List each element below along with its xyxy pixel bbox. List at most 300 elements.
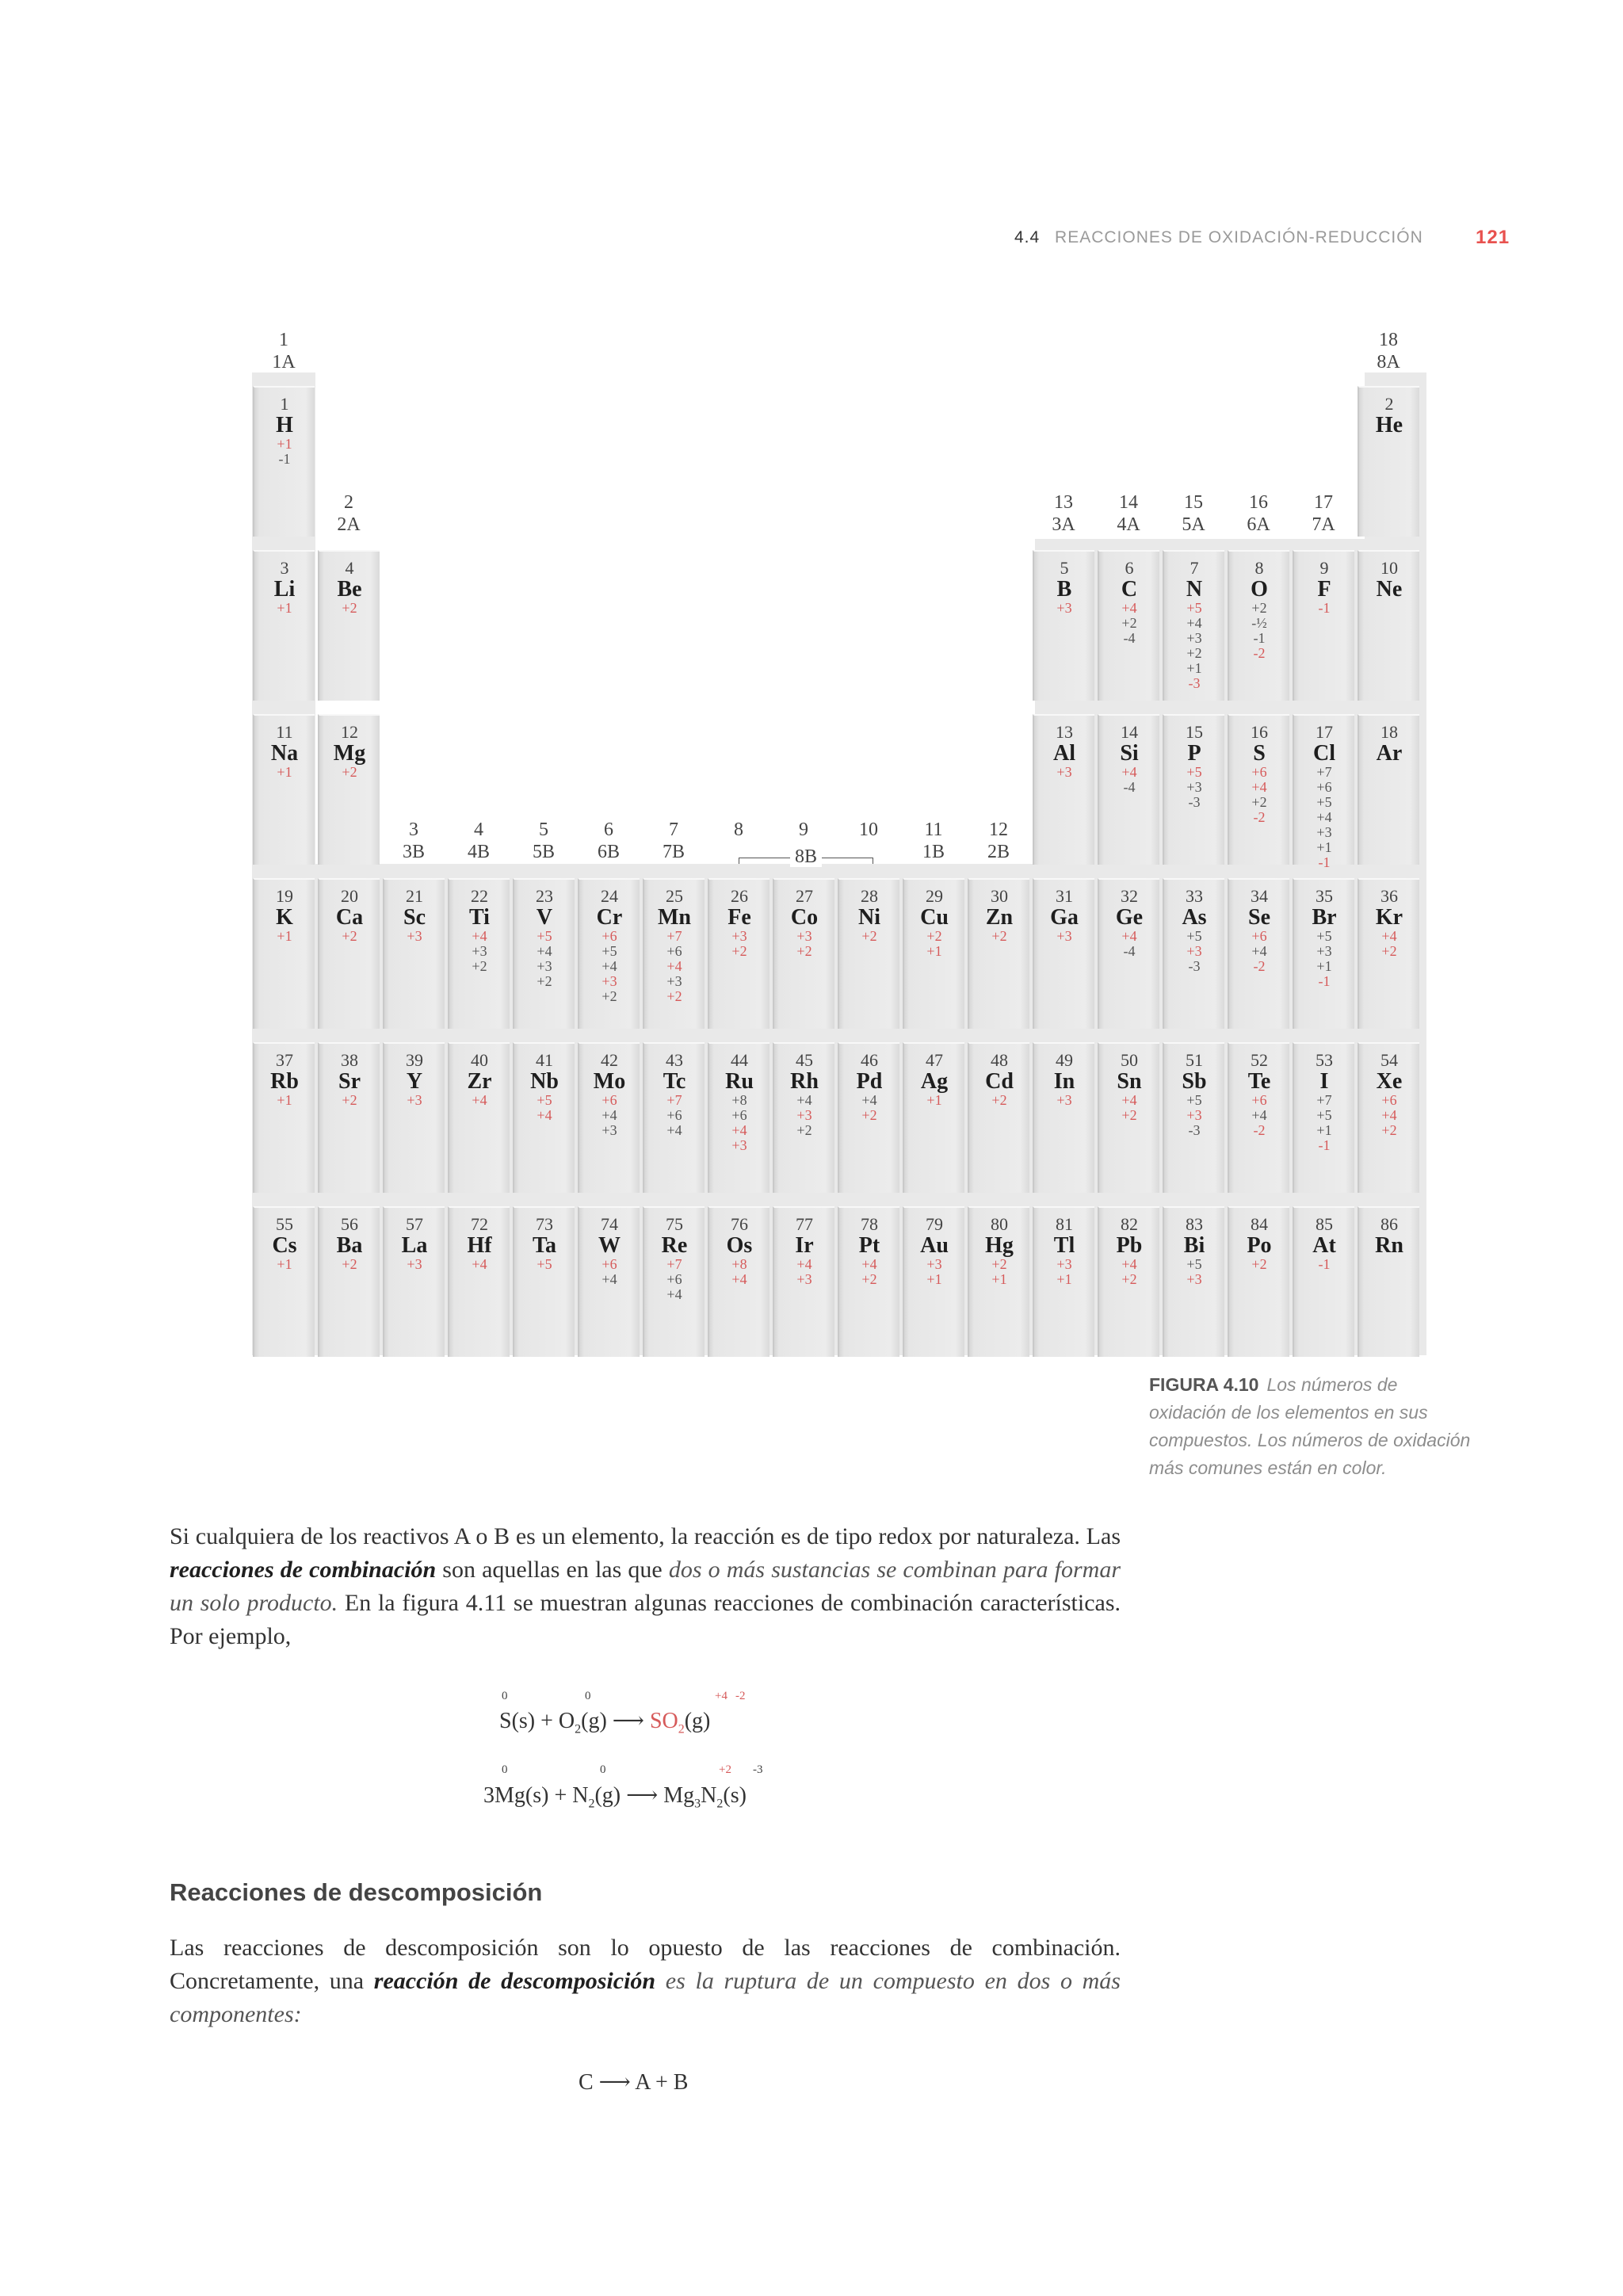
atomic-number: 9 bbox=[1319, 558, 1329, 578]
oxidation-number: +4 bbox=[1316, 809, 1332, 825]
element-symbol: Cs bbox=[272, 1233, 297, 1258]
equation-decomposition: C ⟶ A + B bbox=[579, 2070, 689, 2095]
element-symbol: Cr bbox=[596, 905, 623, 930]
oxidation-number: +2 bbox=[731, 943, 747, 959]
element-symbol: Pb bbox=[1116, 1233, 1143, 1258]
element-symbol: Ta bbox=[532, 1233, 557, 1258]
element-symbol: Cl bbox=[1313, 741, 1335, 766]
oxidation-number: +5 bbox=[1186, 928, 1202, 944]
atomic-number: 13 bbox=[1056, 722, 1073, 742]
oxidation-number: +1 bbox=[277, 764, 292, 780]
atomic-number: 14 bbox=[1121, 722, 1138, 742]
element-symbol: Ru bbox=[725, 1069, 754, 1094]
term-decomposition: reacción de descomposición bbox=[373, 1968, 656, 1994]
element-symbol: Po bbox=[1247, 1233, 1272, 1258]
atomic-number: 48 bbox=[991, 1050, 1008, 1070]
atomic-number: 21 bbox=[406, 886, 423, 906]
oxidation-number: +6 bbox=[1251, 1092, 1267, 1108]
element-symbol: Rb bbox=[270, 1069, 299, 1094]
oxidation-number: +4 bbox=[861, 1256, 877, 1272]
oxidation-number: +7 bbox=[666, 928, 682, 944]
atomic-number: 55 bbox=[276, 1214, 293, 1234]
oxidation-number: +3 bbox=[1056, 764, 1072, 780]
oxidation-number: +3 bbox=[1186, 1271, 1202, 1287]
group-number: 13 bbox=[1054, 492, 1073, 513]
atomic-number: 41 bbox=[536, 1050, 553, 1070]
element-cell-ge bbox=[1098, 878, 1159, 1029]
group-label-15 bbox=[1163, 491, 1224, 536]
atomic-number: 3 bbox=[280, 558, 289, 578]
oxidation-number: +4 bbox=[731, 1122, 747, 1138]
figure-label: FIGURA 4.10 bbox=[1149, 1374, 1259, 1395]
element-symbol: Ag bbox=[920, 1069, 949, 1094]
element-symbol: Hf bbox=[467, 1233, 492, 1258]
element-symbol: Y bbox=[406, 1069, 423, 1094]
element-cell-he bbox=[1358, 386, 1419, 537]
section-title: REACCIONES DE OXIDACIÓN-REDUCCIÓN bbox=[1055, 228, 1423, 246]
group-letter: 3A bbox=[1052, 514, 1075, 535]
element-symbol: Mn bbox=[658, 905, 691, 930]
element-cell-h bbox=[253, 386, 315, 537]
oxidation-number: +6 bbox=[666, 1271, 682, 1287]
oxidation-number: +2 bbox=[472, 958, 487, 974]
oxidation-number: +4 bbox=[472, 928, 487, 944]
atomic-number: 52 bbox=[1251, 1050, 1268, 1070]
element-symbol: Br bbox=[1312, 905, 1337, 930]
group-letter: 7B bbox=[662, 842, 685, 862]
group-label-6 bbox=[578, 819, 640, 863]
element-symbol: In bbox=[1053, 1069, 1075, 1094]
oxidation-number: +2 bbox=[1121, 615, 1137, 631]
element-symbol: Ar bbox=[1376, 741, 1403, 766]
group-label-2 bbox=[318, 491, 380, 536]
element-symbol: La bbox=[401, 1233, 428, 1258]
oxidation-number: +3 bbox=[1316, 943, 1332, 959]
atomic-number: 5 bbox=[1060, 558, 1069, 578]
oxidation-number: +8 bbox=[731, 1256, 747, 1272]
group-number: 16 bbox=[1249, 492, 1268, 513]
group-label-13 bbox=[1033, 491, 1094, 536]
element-cell-s bbox=[1228, 714, 1289, 865]
oxidation-number: -1 bbox=[1318, 1137, 1331, 1153]
ox-n2: 0 bbox=[600, 1763, 606, 1776]
paragraph-decomposition: Las reacciones de descomposición son lo opuesto de las reacciones de combinación. Concretamente, una reacción de descomposición es la ruptura de un compuesto en dos o más componentes: bbox=[170, 1935, 1121, 2027]
atomic-number: 45 bbox=[796, 1050, 813, 1070]
group-label-12 bbox=[968, 819, 1029, 863]
oxidation-number: +4 bbox=[1381, 928, 1397, 944]
atomic-number: 82 bbox=[1121, 1214, 1138, 1234]
group-letter: 3B bbox=[402, 842, 425, 862]
element-cell-w bbox=[578, 1206, 640, 1357]
element-symbol: Rh bbox=[790, 1069, 819, 1094]
group-letter: 4A bbox=[1117, 514, 1140, 535]
group-letter: 1A bbox=[272, 352, 296, 372]
group-number: 6 bbox=[604, 819, 613, 840]
oxidation-number: +2 bbox=[1121, 1107, 1137, 1123]
element-cell-zr bbox=[448, 1042, 510, 1193]
group-label-7 bbox=[643, 819, 705, 863]
definition-decomposition: es la ruptura de un compuesto en dos o más componentes: bbox=[170, 1968, 1121, 2027]
group-letter: 6B bbox=[597, 842, 620, 862]
oxidation-number: +1 bbox=[277, 600, 292, 616]
group-label-14 bbox=[1098, 491, 1159, 536]
atomic-number: 19 bbox=[276, 886, 293, 906]
oxidation-number: +2 bbox=[601, 988, 617, 1004]
oxidation-number: +4 bbox=[601, 1107, 617, 1123]
oxidation-number: +6 bbox=[666, 943, 682, 959]
oxidation-number: -2 bbox=[1253, 809, 1266, 825]
element-symbol: As bbox=[1182, 905, 1207, 930]
element-cell-b bbox=[1033, 550, 1094, 701]
oxidation-number: +5 bbox=[1186, 600, 1202, 616]
atomic-number: 22 bbox=[471, 886, 488, 906]
element-symbol: Se bbox=[1248, 905, 1270, 930]
element-symbol: Al bbox=[1053, 741, 1075, 766]
group-number: 17 bbox=[1314, 492, 1333, 513]
term-combination: reacciones de combinación bbox=[170, 1557, 437, 1583]
element-symbol: Tl bbox=[1053, 1233, 1075, 1258]
oxidation-number: -4 bbox=[1123, 630, 1136, 646]
group-number: 11 bbox=[924, 819, 943, 840]
oxidation-number: +5 bbox=[1186, 764, 1202, 780]
element-cell-fe bbox=[708, 878, 769, 1029]
element-symbol: Pd bbox=[856, 1069, 883, 1094]
oxidation-number: +4 bbox=[1121, 764, 1137, 780]
atomic-number: 79 bbox=[926, 1214, 943, 1234]
group-number: 2 bbox=[344, 492, 353, 513]
oxidation-number: -3 bbox=[1188, 958, 1201, 974]
oxidation-number: +1 bbox=[277, 1092, 292, 1108]
atomic-number: 16 bbox=[1251, 722, 1268, 742]
atomic-number: 35 bbox=[1316, 886, 1333, 906]
oxidation-number: +4 bbox=[601, 1271, 617, 1287]
atomic-number: 75 bbox=[666, 1214, 683, 1234]
group-letter: 2B bbox=[987, 842, 1010, 862]
element-symbol: F bbox=[1317, 577, 1331, 602]
atomic-number: 24 bbox=[601, 886, 618, 906]
oxidation-number: +3 bbox=[407, 1256, 422, 1272]
oxidation-number: +2 bbox=[796, 1122, 812, 1138]
element-symbol: Cd bbox=[985, 1069, 1014, 1094]
element-cell-ni bbox=[838, 878, 899, 1029]
oxidation-number: +7 bbox=[1316, 1092, 1332, 1108]
element-cell-in bbox=[1033, 1042, 1094, 1193]
oxidation-number: +2 bbox=[1251, 1256, 1267, 1272]
element-cell-la bbox=[383, 1206, 445, 1357]
element-cell-k bbox=[253, 878, 315, 1029]
oxidation-number: -2 bbox=[1253, 1122, 1266, 1138]
oxidation-number: +5 bbox=[1186, 1256, 1202, 1272]
equation-magnesium-text: $3Mg(s) + N_2(g)$ ⟶ $Mg_3N_2(s)$ bbox=[483, 1783, 747, 1811]
atomic-number: 37 bbox=[276, 1050, 293, 1070]
paragraph-combination: Si cualquiera de los reactivos A o B es un elemento, la reacción es de tipo redox por naturaleza. Las reacciones de combinación son aquellas en las que dos o más sustancias se combinan para formar un solo producto. En la figura 4.11 se muestran algunas reacciones de combinación características. Por ejemplo, bbox=[170, 1523, 1121, 1649]
oxidation-number: -3 bbox=[1188, 675, 1201, 691]
oxidation-number: +2 bbox=[537, 973, 552, 989]
oxidation-number: +1 bbox=[277, 928, 292, 944]
element-cell-o bbox=[1228, 550, 1289, 701]
atomic-number: 7 bbox=[1190, 558, 1199, 578]
oxidation-number: +2 bbox=[991, 928, 1007, 944]
equation-sulfur-text: $S(s) + O_2(g)$ ⟶ $SO_2(g)$ bbox=[499, 1709, 711, 1736]
group-number: 7 bbox=[669, 819, 678, 840]
element-cell-pt bbox=[838, 1206, 899, 1357]
oxidation-number: +3 bbox=[926, 1256, 942, 1272]
oxidation-number: +2 bbox=[342, 1256, 357, 1272]
group-label-4 bbox=[448, 819, 510, 863]
group-number: 8 bbox=[734, 819, 743, 840]
atomic-number: 1 bbox=[280, 394, 289, 414]
group-label-1 bbox=[253, 329, 315, 373]
oxidation-number: +3 bbox=[1056, 1092, 1072, 1108]
oxidation-number: +3 bbox=[731, 928, 747, 944]
atomic-number: 11 bbox=[276, 722, 293, 742]
element-cell-sr bbox=[318, 1042, 380, 1193]
oxidation-number: +4 bbox=[796, 1256, 812, 1272]
group-number: 3 bbox=[409, 819, 418, 840]
atomic-number: 54 bbox=[1381, 1050, 1398, 1070]
oxidation-number: -2 bbox=[1253, 645, 1266, 661]
element-cell-be bbox=[318, 550, 380, 701]
group-number: 1 bbox=[279, 330, 288, 350]
group-number: 4 bbox=[474, 819, 483, 840]
element-cell-xe bbox=[1358, 1042, 1419, 1193]
element-cell-ru bbox=[708, 1042, 769, 1193]
oxidation-number: +3 bbox=[537, 958, 552, 974]
oxidation-number: +3 bbox=[601, 1122, 617, 1138]
atomic-number: 25 bbox=[666, 886, 683, 906]
atomic-number: 30 bbox=[991, 886, 1008, 906]
oxidation-number: +5 bbox=[1316, 794, 1332, 810]
element-cell-br bbox=[1293, 878, 1354, 1029]
element-symbol: Hg bbox=[985, 1233, 1014, 1258]
element-symbol: Pt bbox=[858, 1233, 880, 1258]
atomic-number: 43 bbox=[666, 1050, 683, 1070]
oxidation-number: +3 bbox=[666, 973, 682, 989]
element-cell-cl bbox=[1293, 714, 1354, 870]
oxidation-number: +5 bbox=[537, 1092, 552, 1108]
element-symbol: Ba bbox=[336, 1233, 363, 1258]
group-number: 9 bbox=[799, 819, 808, 840]
atomic-number: 23 bbox=[536, 886, 553, 906]
oxidation-number: +4 bbox=[861, 1092, 877, 1108]
ox-s: 0 bbox=[502, 1690, 508, 1702]
oxidation-number: +4 bbox=[1121, 1092, 1137, 1108]
element-symbol: S bbox=[1253, 741, 1266, 766]
oxidation-number: +7 bbox=[1316, 764, 1332, 780]
atomic-number: 2 bbox=[1384, 394, 1394, 414]
atomic-number: 86 bbox=[1381, 1214, 1398, 1234]
element-cell-po bbox=[1228, 1206, 1289, 1357]
element-cell-ti bbox=[448, 878, 510, 1029]
atomic-number: 15 bbox=[1186, 722, 1203, 742]
group-label-5 bbox=[513, 819, 575, 863]
group-number: 10 bbox=[859, 819, 878, 840]
element-symbol: P bbox=[1187, 741, 1201, 766]
oxidation-number: +1 bbox=[991, 1271, 1007, 1287]
oxidation-number: +6 bbox=[1381, 1092, 1397, 1108]
oxidation-number: +3 bbox=[796, 1107, 812, 1123]
oxidation-number: +3 bbox=[1186, 779, 1202, 795]
oxidation-number: +4 bbox=[1381, 1107, 1397, 1123]
oxidation-number: +4 bbox=[666, 1286, 682, 1302]
atomic-number: 80 bbox=[991, 1214, 1008, 1234]
element-symbol: Bi bbox=[1183, 1233, 1205, 1258]
group-letter: 7A bbox=[1312, 514, 1335, 535]
element-symbol: Ne bbox=[1376, 577, 1403, 602]
ox-mg: 0 bbox=[502, 1763, 508, 1776]
atomic-number: 76 bbox=[731, 1214, 748, 1234]
oxidation-number: +3 bbox=[796, 928, 812, 944]
group-number: 12 bbox=[989, 819, 1008, 840]
element-cell-mo bbox=[578, 1042, 640, 1193]
element-cell-as bbox=[1163, 878, 1224, 1029]
element-cell-se bbox=[1228, 878, 1289, 1029]
section-heading: Reacciones de descomposición bbox=[170, 1878, 543, 1906]
atomic-number: 33 bbox=[1186, 886, 1203, 906]
oxidation-number: +4 bbox=[1186, 615, 1202, 631]
group-letter: 6A bbox=[1247, 514, 1270, 535]
element-cell-mg bbox=[318, 714, 380, 865]
group-label-17 bbox=[1293, 491, 1354, 536]
element-symbol: I bbox=[1319, 1069, 1329, 1094]
element-cell-zn bbox=[968, 878, 1029, 1029]
oxidation-number: +7 bbox=[666, 1256, 682, 1272]
oxidation-number: -4 bbox=[1123, 943, 1136, 959]
oxidation-number: +2 bbox=[1381, 943, 1397, 959]
oxidation-number: +4 bbox=[472, 1256, 487, 1272]
group-letter: 1B bbox=[922, 842, 945, 862]
element-symbol: V bbox=[536, 905, 553, 930]
element-cell-at bbox=[1293, 1206, 1354, 1357]
group-number: 5 bbox=[539, 819, 548, 840]
oxidation-number: +3 bbox=[1056, 928, 1072, 944]
atomic-number: 10 bbox=[1381, 558, 1398, 578]
oxidation-number: +4 bbox=[537, 1107, 552, 1123]
oxidation-number: +3 bbox=[731, 1137, 747, 1153]
atomic-number: 51 bbox=[1186, 1050, 1203, 1070]
atomic-number: 44 bbox=[731, 1050, 748, 1070]
ox-so2-o: -2 bbox=[735, 1690, 746, 1702]
element-symbol: Ir bbox=[795, 1233, 814, 1258]
oxidation-number: +4 bbox=[1121, 1256, 1137, 1272]
element-symbol: H bbox=[276, 413, 293, 437]
element-cell-v bbox=[513, 878, 575, 1029]
atomic-number: 20 bbox=[341, 886, 358, 906]
oxidation-number: +6 bbox=[1251, 928, 1267, 944]
oxidation-number: +2 bbox=[861, 1271, 877, 1287]
element-cell-y bbox=[383, 1042, 445, 1193]
atomic-number: 40 bbox=[471, 1050, 488, 1070]
atomic-number: 57 bbox=[406, 1214, 423, 1234]
element-symbol: Os bbox=[726, 1233, 753, 1258]
element-cell-tc bbox=[643, 1042, 705, 1193]
element-symbol: Tc bbox=[663, 1069, 686, 1094]
element-symbol: N bbox=[1186, 577, 1203, 602]
element-symbol: Xe bbox=[1376, 1069, 1403, 1094]
group-number: 14 bbox=[1119, 492, 1138, 513]
element-cell-p bbox=[1163, 714, 1224, 865]
atomic-number: 56 bbox=[341, 1214, 358, 1234]
oxidation-number: -1 bbox=[278, 451, 291, 467]
element-symbol: Na bbox=[270, 741, 299, 766]
oxidation-number: +4 bbox=[731, 1271, 747, 1287]
group-number: 18 bbox=[1379, 330, 1398, 350]
element-cell-ga bbox=[1033, 878, 1094, 1029]
oxidation-number: +4 bbox=[472, 1092, 487, 1108]
caption-text: Los números de oxidación de los elementos en sus compuestos. Los números de oxidación más comunes están en color. bbox=[1149, 1374, 1471, 1478]
ox-mg3n2-mg: +2 bbox=[719, 1763, 731, 1776]
oxidation-number: +2 bbox=[666, 988, 682, 1004]
oxidation-number: +3 bbox=[1056, 1256, 1072, 1272]
oxidation-number: +3 bbox=[407, 1092, 422, 1108]
element-symbol: Ga bbox=[1050, 905, 1079, 930]
oxidation-number: +3 bbox=[1186, 630, 1202, 646]
ox-so2-s: +4 bbox=[715, 1690, 727, 1702]
element-cell-rh bbox=[773, 1042, 834, 1193]
element-symbol: Kr bbox=[1375, 905, 1403, 930]
element-symbol: Sn bbox=[1117, 1069, 1142, 1094]
element-symbol: Au bbox=[920, 1233, 949, 1258]
oxidation-number: +2 bbox=[1251, 794, 1267, 810]
atomic-number: 83 bbox=[1186, 1214, 1203, 1234]
element-cell-al bbox=[1033, 714, 1094, 865]
element-cell-li bbox=[253, 550, 315, 701]
atomic-number: 32 bbox=[1121, 886, 1138, 906]
atomic-number: 47 bbox=[926, 1050, 943, 1070]
atomic-number: 39 bbox=[406, 1050, 423, 1070]
oxidation-number: -2 bbox=[1253, 958, 1266, 974]
oxidation-number: +2 bbox=[796, 943, 812, 959]
oxidation-number: -3 bbox=[1188, 794, 1201, 810]
element-cell-ca bbox=[318, 878, 380, 1029]
figure-caption bbox=[1149, 1371, 1474, 1482]
oxidation-number: +1 bbox=[1316, 839, 1332, 855]
oxidation-number: +6 bbox=[731, 1107, 747, 1123]
element-symbol: Be bbox=[337, 577, 362, 602]
atomic-number: 73 bbox=[536, 1214, 553, 1234]
element-symbol: Li bbox=[273, 577, 296, 602]
oxidation-number: +2 bbox=[1121, 1271, 1137, 1287]
oxidation-number: +2 bbox=[991, 1092, 1007, 1108]
oxidation-number: +3 bbox=[472, 943, 487, 959]
group-label-8 bbox=[708, 819, 769, 841]
oxidation-number: +2 bbox=[861, 928, 877, 944]
element-symbol: Si bbox=[1120, 741, 1139, 766]
oxidation-number: +6 bbox=[1316, 779, 1332, 795]
ox-o2: 0 bbox=[585, 1690, 591, 1702]
element-cell-cr bbox=[578, 878, 640, 1029]
element-symbol: Te bbox=[1247, 1069, 1271, 1094]
element-symbol: Ti bbox=[469, 905, 490, 930]
atomic-number: 53 bbox=[1316, 1050, 1333, 1070]
oxidation-number: +1 bbox=[926, 943, 942, 959]
oxidation-number: +1 bbox=[1186, 660, 1202, 676]
group-number: 15 bbox=[1184, 492, 1203, 513]
element-cell-pb bbox=[1098, 1206, 1159, 1357]
element-cell-mn bbox=[643, 878, 705, 1029]
oxidation-number: +6 bbox=[601, 928, 617, 944]
oxidation-number: +2 bbox=[861, 1107, 877, 1123]
element-cell-tl bbox=[1033, 1206, 1094, 1357]
atomic-number: 50 bbox=[1121, 1050, 1138, 1070]
element-cell-ne bbox=[1358, 550, 1419, 701]
atomic-number: 31 bbox=[1056, 886, 1073, 906]
element-cell-n bbox=[1163, 550, 1224, 701]
element-cell-au bbox=[903, 1206, 964, 1357]
element-cell-ag bbox=[903, 1042, 964, 1193]
oxidation-number: +5 bbox=[1316, 1107, 1332, 1123]
oxidation-number: +4 bbox=[1251, 779, 1267, 795]
